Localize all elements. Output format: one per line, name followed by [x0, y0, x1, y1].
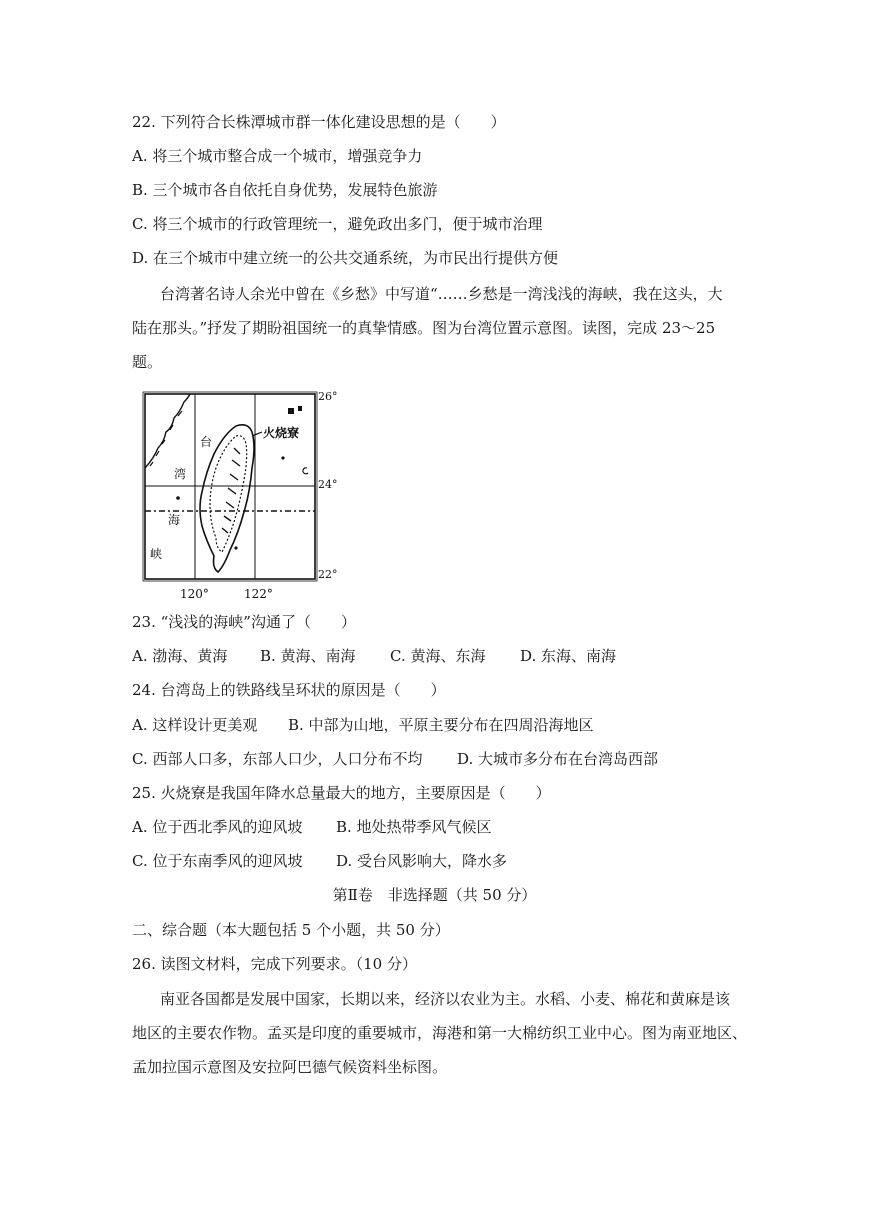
part2-section-title: 二、综合题（本大题包括 5 个小题，共 50 分） — [132, 921, 450, 939]
q25-option-a: A. 位于西北季风的迎风坡 — [132, 818, 303, 836]
label-lat-24: 24° — [318, 478, 338, 491]
passage-line-2: 陆在那头。”抒发了期盼祖国统一的真挚情感。图为台湾位置示意图。读图，完成 23～25 — [132, 319, 716, 337]
q25-options-row-2 — [132, 851, 507, 871]
passage-line-3: 题。 — [132, 353, 163, 371]
q23-option-a: A. 渤海、黄海 — [132, 647, 228, 665]
q25-option-c: C. 位于东南季风的迎风坡 — [132, 852, 303, 870]
label-hai: 海 — [168, 513, 181, 527]
q24-option-a: A. 这样设计更美观 — [132, 716, 258, 734]
q24-option-c: C. 西部人口多，东部人口少，人口分布不均 — [132, 750, 423, 768]
q25-option-b: B. 地处热带季风气候区 — [336, 818, 492, 836]
part2-heading: 第Ⅱ卷 非选择题（共 50 分） — [332, 886, 537, 904]
q25-stem: 25. 火烧寮是我国年降水总量最大的地方，主要原因是（ ） — [132, 784, 551, 802]
q22-stem: 22. 下列符合长株潭城市群一体化建设思想的是（ ） — [132, 113, 506, 131]
q26-passage-line-2: 地区的主要农作物。孟买是印度的重要城市，海港和第一大棉纺织工业中心。图为南亚地区、 — [132, 1024, 748, 1042]
q22-option-a: A. 将三个城市整合成一个城市，增强竞争力 — [132, 147, 423, 165]
label-wan: 湾 — [174, 467, 187, 481]
q22-option-c: C. 将三个城市的行政管理统一，避免政出多门，便于城市治理 — [132, 215, 543, 233]
label-tai: 台 — [200, 435, 213, 449]
label-lon-120: 120° — [180, 587, 209, 601]
q22-option-d: D. 在三个城市中建立统一的公共交通系统，为市民出行提供方便 — [132, 249, 559, 267]
q25-options-row-1 — [132, 817, 492, 837]
q24-options-row-1 — [132, 715, 594, 735]
q24-stem: 24. 台湾岛上的铁路线呈环状的原因是（ ） — [132, 681, 446, 699]
islet-dot-2 — [234, 546, 237, 549]
label-lat-26: 26° — [318, 390, 338, 403]
central-mountains — [222, 448, 240, 533]
islet-east — [303, 468, 308, 474]
islet-dot-1 — [281, 456, 284, 459]
mainland-coast-islets — [150, 411, 182, 466]
q23-stem: 23. “浅浅的海峡”沟通了（ ） — [132, 613, 356, 631]
q25-option-d: D. 受台风影响大，降水多 — [336, 852, 508, 870]
q22-option-b: B. 三个城市各自依托自身优势，发展特色旅游 — [132, 181, 438, 199]
penghu-dot — [176, 496, 180, 500]
q23-option-d: D. 东海、南海 — [520, 647, 617, 665]
q23-option-c: C. 黄海、东海 — [390, 647, 486, 665]
q26-passage-line-3: 孟加拉国示意图及安拉阿巴德气候资料坐标图。 — [132, 1058, 448, 1076]
q24-option-b: B. 中部为山地，平原主要分布在四周沿海地区 — [288, 716, 594, 734]
mainland-coastline — [145, 394, 190, 468]
railway-ring — [210, 436, 247, 552]
q26-passage-line-1: 南亚各国都是发展中国家，长期以来，经济以农业为主。水稻、小麦、棉花和黄麻是该 — [160, 990, 731, 1008]
passage-line-1: 台湾著名诗人余光中曾在《乡愁》中写道“……乡愁是一湾浅浅的海峡，我在这头，大 — [160, 285, 723, 303]
north-islets — [288, 406, 302, 414]
label-lat-22: 22° — [318, 568, 338, 581]
q24-options-row-2 — [132, 749, 658, 769]
q23-option-b: B. 黄海、南海 — [260, 647, 356, 665]
taiwan-location-map — [140, 388, 350, 603]
q24-option-d: D. 大城市多分布在台湾岛西部 — [457, 750, 659, 768]
q26-stem: 26. 读图文材料，完成下列要求。（10 分） — [132, 955, 417, 973]
q23-options — [132, 646, 616, 666]
label-lon-122: 122° — [244, 587, 273, 601]
label-huoshaoliao: 火烧寮 — [263, 426, 300, 440]
label-xia: 峡 — [150, 547, 163, 561]
place-leader-line — [252, 432, 262, 436]
